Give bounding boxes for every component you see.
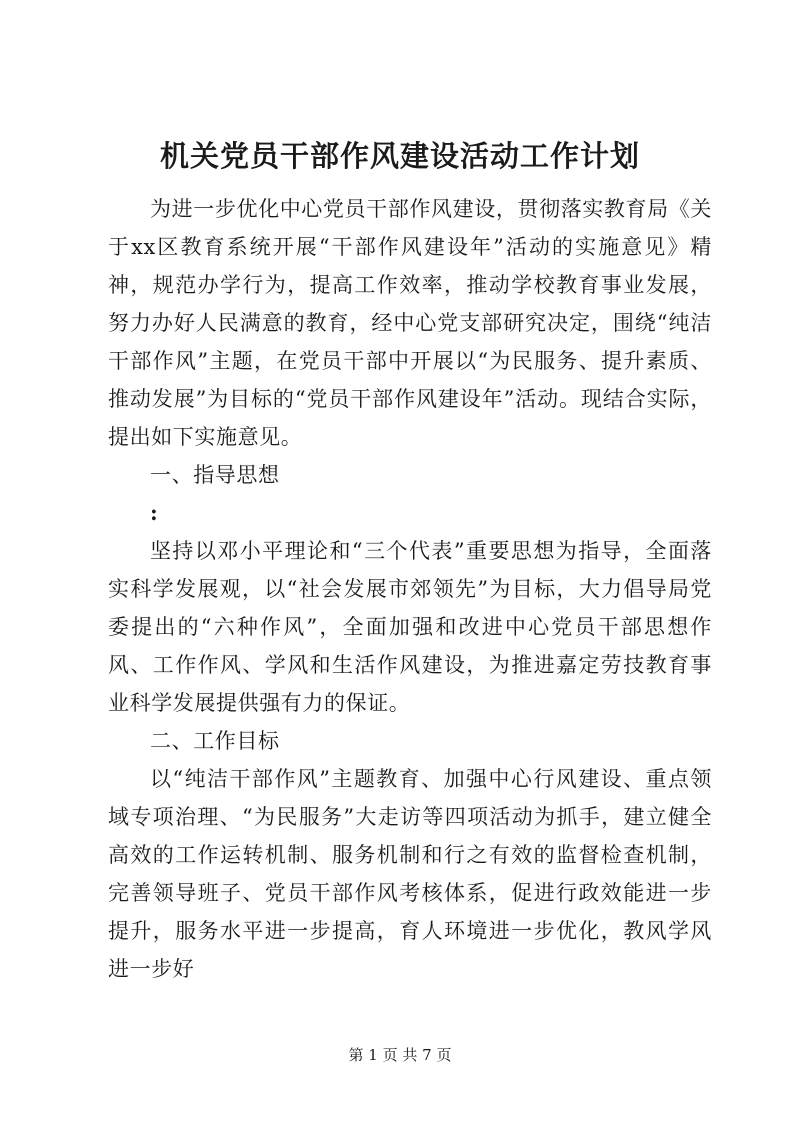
guiding-ideology-paragraph: 坚持以邓小平理论和“三个代表”重要思想为指导，全面落实科学发展观，以“社会发展市郊领先”为目标，大力倡导局党委提出的“六种作风”，全面加强和改进中心党员干部思想作风、工作作风、学风和生活作风建设，为推进嘉定劳技教育事业科学发展提供强有力的保证。 <box>108 539 712 715</box>
page-footer: 第 1 页 共 7 页 <box>348 1046 452 1064</box>
section-heading-guiding-ideology: 一、指导思想 <box>150 463 280 487</box>
work-goals-paragraph: 以“纯洁干部作风”主题教育、加强中心行风建设、重点领域专项治理、“为民服务”大走访等四项活动为抓手，建立健全高效的工作运转机制、服务机制和行之有效的监督检查机制，完善领导班子、党员干部作风考核体系，促进行政效能进一步提升，服务水平进一步提高，育人环境进一步优化，教风学风进一步好 <box>108 767 712 981</box>
document-body <box>108 190 712 988</box>
stray-colon: : <box>150 500 159 525</box>
page-title: 机关党员干部作风建设活动工作计划 <box>159 139 640 173</box>
intro-paragraph: 为进一步优化中心党员干部作风建设，贯彻落实教育局《关于xx区教育系统开展“干部作风建设年”活动的实施意见》精神，规范办学行为，提高工作效率，推动学校教育事业发展，努力办好人民满意的教育，经中心党支部研究决定，围绕“纯洁干部作风”主题，在党员干部中开展以“为民服务、提升素质、推动发展”为目标的“党员干部作风建设年”活动。现结合实际，提出如下实施意见。 <box>108 197 712 449</box>
section-heading-work-goals: 二、工作目标 <box>150 729 280 753</box>
